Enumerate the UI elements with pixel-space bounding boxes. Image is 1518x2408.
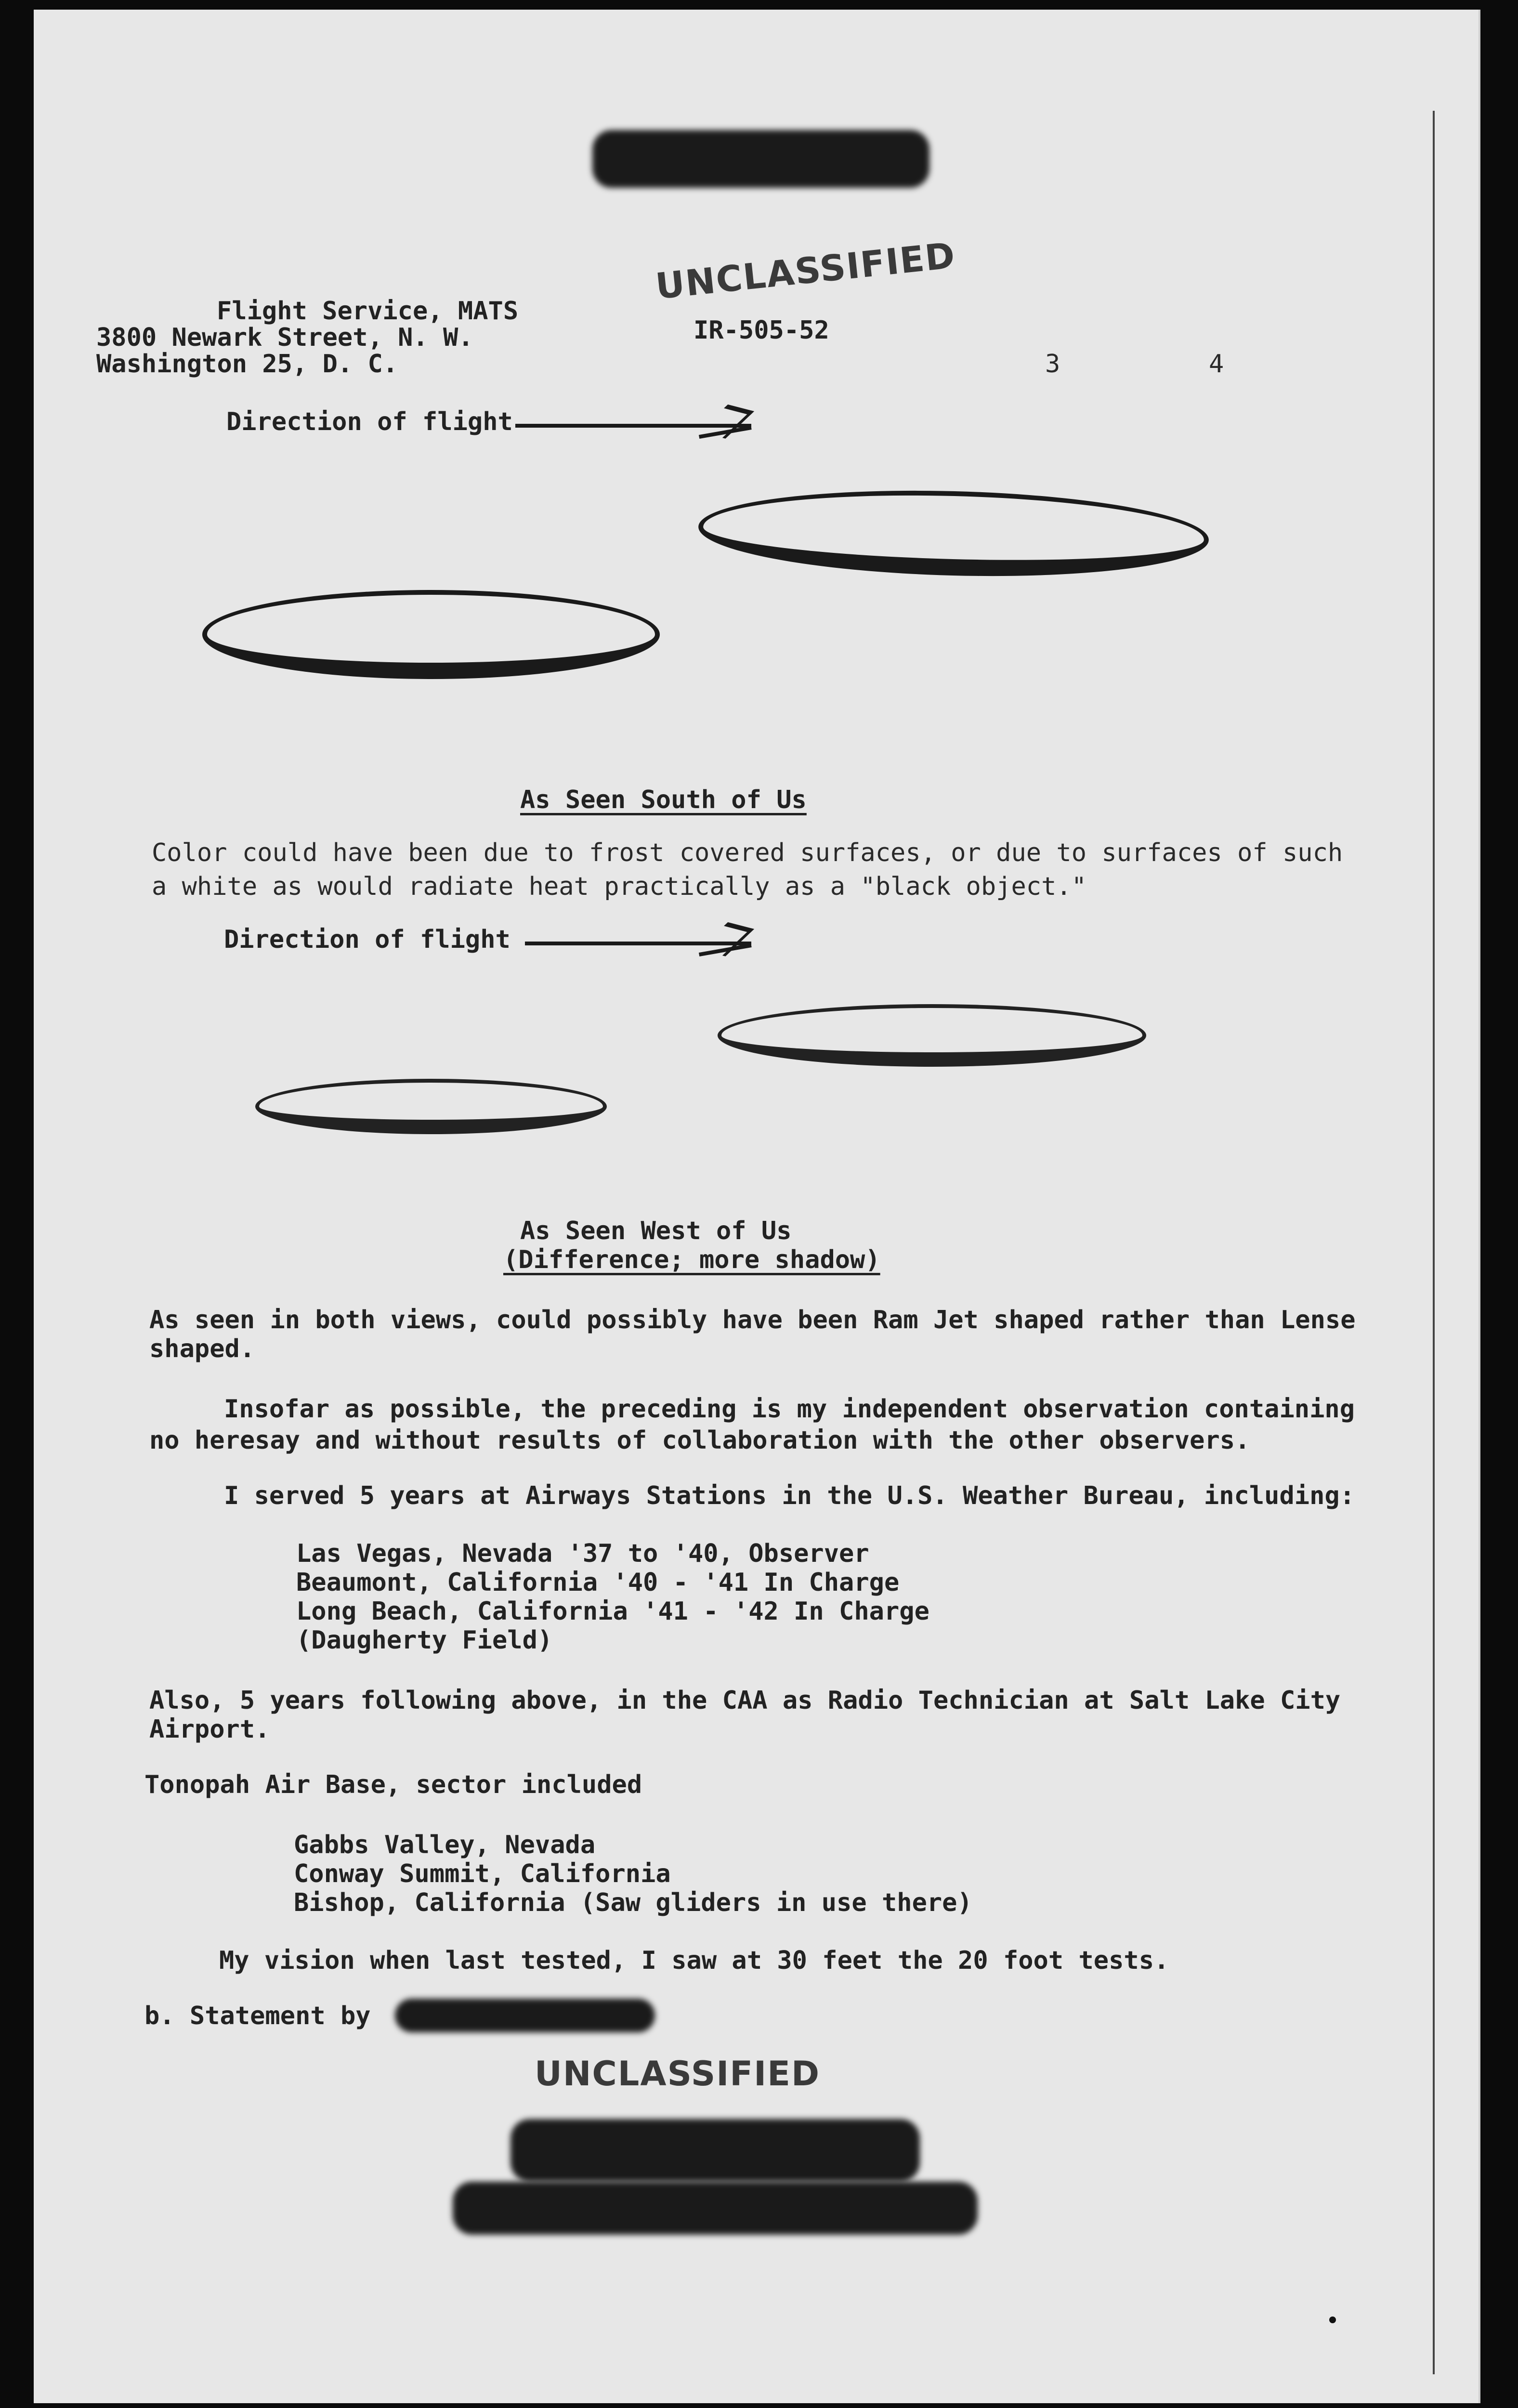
also-paragraph-line-2: Airport. xyxy=(149,1715,270,1744)
direction-of-flight-label-1: Direction of flight xyxy=(226,407,513,436)
insofar-paragraph-line-2: no heresay and without results of collaboration with the other observers. xyxy=(149,1426,1250,1455)
address-line-1: Flight Service, MATS xyxy=(217,297,519,326)
flight-direction-arrow-1 xyxy=(515,424,751,428)
station-3: Long Beach, California '41 - '42 In Charge xyxy=(296,1597,929,1626)
figure1-caption: As Seen South of Us xyxy=(520,785,807,814)
classification-stamp-top: UNCLASSIFIED xyxy=(654,235,958,308)
page-mark-2: 4 xyxy=(1209,350,1224,379)
station-1: Las Vegas, Nevada '37 to '40, Observer xyxy=(296,1539,869,1568)
flight-direction-arrow-2 xyxy=(525,942,751,945)
statement-line: b. Statement by xyxy=(144,2002,371,2030)
report-number: IR-505-52 xyxy=(694,316,829,345)
address-line-2: 3800 Newark Street, N. W. xyxy=(96,323,473,352)
address-line-3: Washington 25, D. C. xyxy=(96,350,398,379)
color-note-line-2: a white as would radiate heat practically as a "black object." xyxy=(152,872,1087,901)
insofar-paragraph-line-1: Insofar as possible, the preceding is my independent observation containing xyxy=(224,1395,1355,1424)
sector-3: Bishop, California (Saw gliders in use there) xyxy=(294,1888,972,1917)
figure2-caption-line-2: (Difference; more shadow) xyxy=(503,1245,880,1274)
direction-of-flight-label-2: Direction of flight xyxy=(224,925,510,954)
right-margin-line xyxy=(1433,111,1435,2374)
color-note-line-1: Color could have been due to frost covered surfaces, or due to surfaces of such xyxy=(152,838,1343,867)
served-line: I served 5 years at Airways Stations in the U.S. Weather Bureau, including: xyxy=(224,1481,1355,1510)
redaction-bottom-2 xyxy=(453,2182,978,2235)
vision-line: My vision when last tested, I saw at 30 feet the 20 foot tests. xyxy=(219,1946,1169,1975)
station-2: Beaumont, California '40 - '41 In Charge xyxy=(296,1568,900,1597)
sector-1: Gabbs Valley, Nevada xyxy=(294,1831,596,1859)
object-ellipse-2 xyxy=(202,590,660,679)
shape-paragraph-line-2: shaped. xyxy=(149,1335,255,1363)
page-mark-1: 3 xyxy=(1045,350,1060,379)
object-ellipse-1 xyxy=(697,484,1210,582)
speck xyxy=(1329,2316,1336,2323)
sector-2: Conway Summit, California xyxy=(294,1859,671,1888)
redaction-top xyxy=(592,130,929,188)
object-ellipse-4 xyxy=(255,1079,607,1134)
document-page xyxy=(34,10,1480,2403)
classification-stamp-bottom: UNCLASSIFIED xyxy=(535,2054,821,2094)
redaction-statement-name xyxy=(395,1999,655,2032)
tonopah-line: Tonopah Air Base, sector included xyxy=(144,1770,642,1799)
station-4: (Daugherty Field) xyxy=(296,1626,553,1655)
redaction-bottom xyxy=(510,2119,920,2182)
figure2-caption-line-1: As Seen West of Us xyxy=(520,1217,792,1245)
object-ellipse-3 xyxy=(718,1004,1146,1067)
shape-paragraph-line-1: As seen in both views, could possibly have been Ram Jet shaped rather than Lense xyxy=(149,1306,1356,1335)
also-paragraph-line-1: Also, 5 years following above, in the CAA as Radio Technician at Salt Lake City xyxy=(149,1686,1341,1715)
